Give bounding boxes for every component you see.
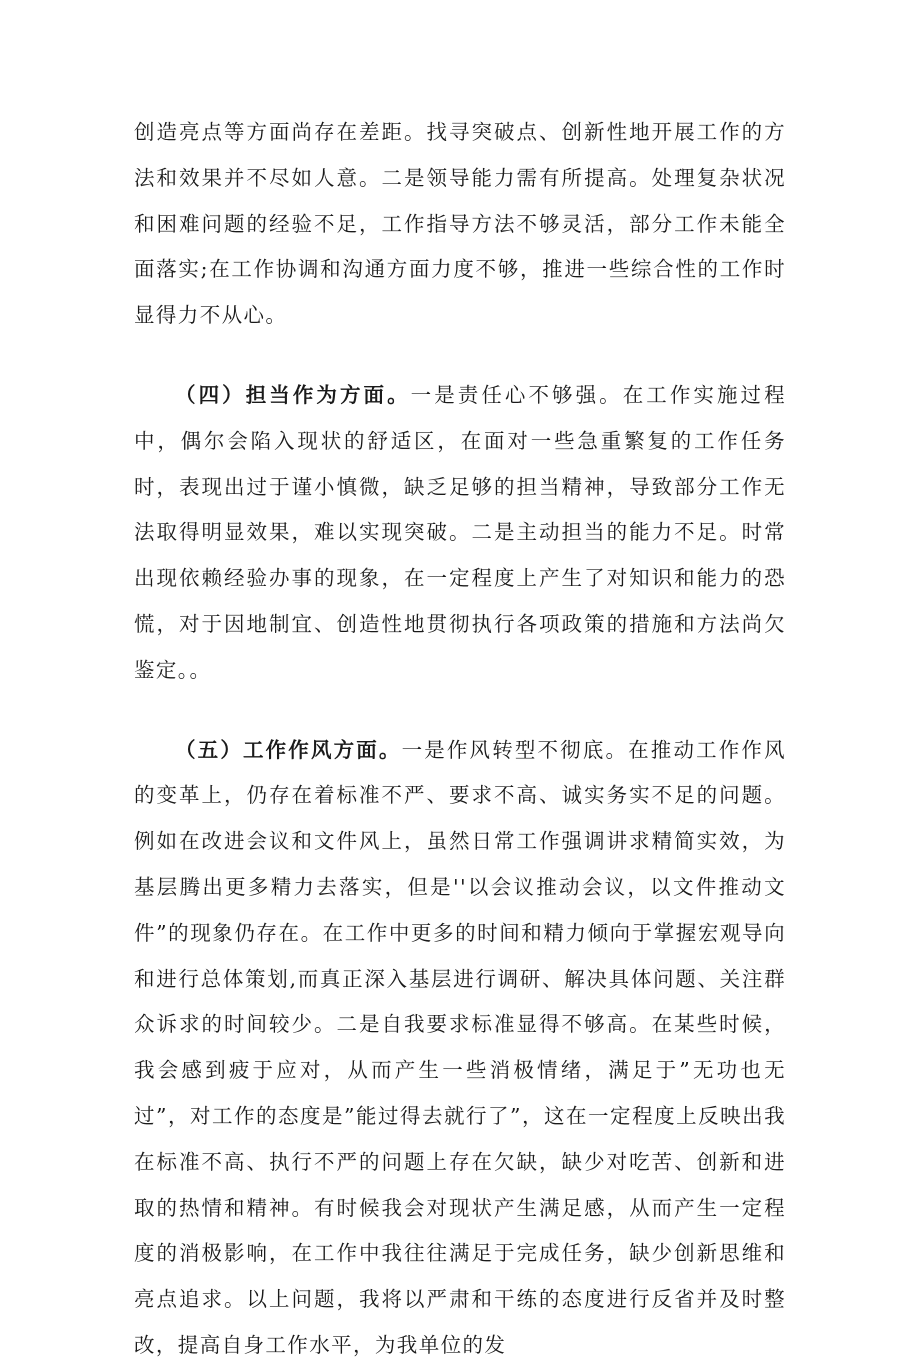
paragraph-text: 一是责任心不够强。在工作实施过程中，偶尔会陷入现状的舒适区，在面对一些急重繁复的工作任务时，表现出过于谨小慎微，缺乏足够的担当精神，导致部分工作无法取得明显效果，难以实现突破。二是主动担当的能力不足。时常出现依赖经验办事的现象，在一定程度上产生了对知识和能力的恐慌，对于因地制宜、创造性地贯彻执行各项政策的措施和方法尚欠鉴定。。 — [134, 382, 786, 682]
paragraph-section-4 — [134, 373, 786, 694]
section-heading: （四）担当作为方面。 — [175, 382, 411, 407]
section-heading: （五）工作作风方面。 — [175, 737, 402, 762]
paragraph-text: 创造亮点等方面尚存在差距。找寻突破点、创新性地开展工作的方法和效果并不尽如人意。二是领导能力需有所提高。处理复杂状况和困难问题的经验不足，工作指导方法不够灵活，部分工作未能全面落实;在工作协调和沟通方面力度不够，推进一些综合性的工作时显得力不从心。 — [134, 120, 786, 328]
paragraph-continuation — [134, 110, 786, 339]
paragraph-text: 一是作风转型不彻底。在推动工作作风的变革上，仍存在着标准不严、要求不高、诚实务实不足的问题。例如在改进会议和文件风上，虽然日常工作强调讲求精简实效，为基层腾出更多精力去落实，但是''以会议推动会议，以文件推动文件”的现象仍存在。在工作中更多的时间和精力倾向于掌握宏观导向和进行总体策划,而真正深入基层进行调研、解决具体问题、关注群众诉求的时间较少。二是自我要求标准显得不够高。在某些时候，我会感到疲于应对，从而产生一些消极情绪，满足于”无功也无过”，对工作的态度是”能过得去就行了”，这在一定程度上反映出我在标准不高、执行不严的问题上存在欠缺，缺少对吃苦、创新和进取的热情和精神。有时候我会对现状产生满足感，从而产生一定程度的消极影响，在工作中我往往满足于完成任务，缺少创新思维和亮点追求。以上问题，我将以严肃和干练的态度进行反省并及时整改，提高自身工作水平，为我单位的发 — [134, 737, 786, 1357]
paragraph-section-5 — [134, 728, 786, 1369]
